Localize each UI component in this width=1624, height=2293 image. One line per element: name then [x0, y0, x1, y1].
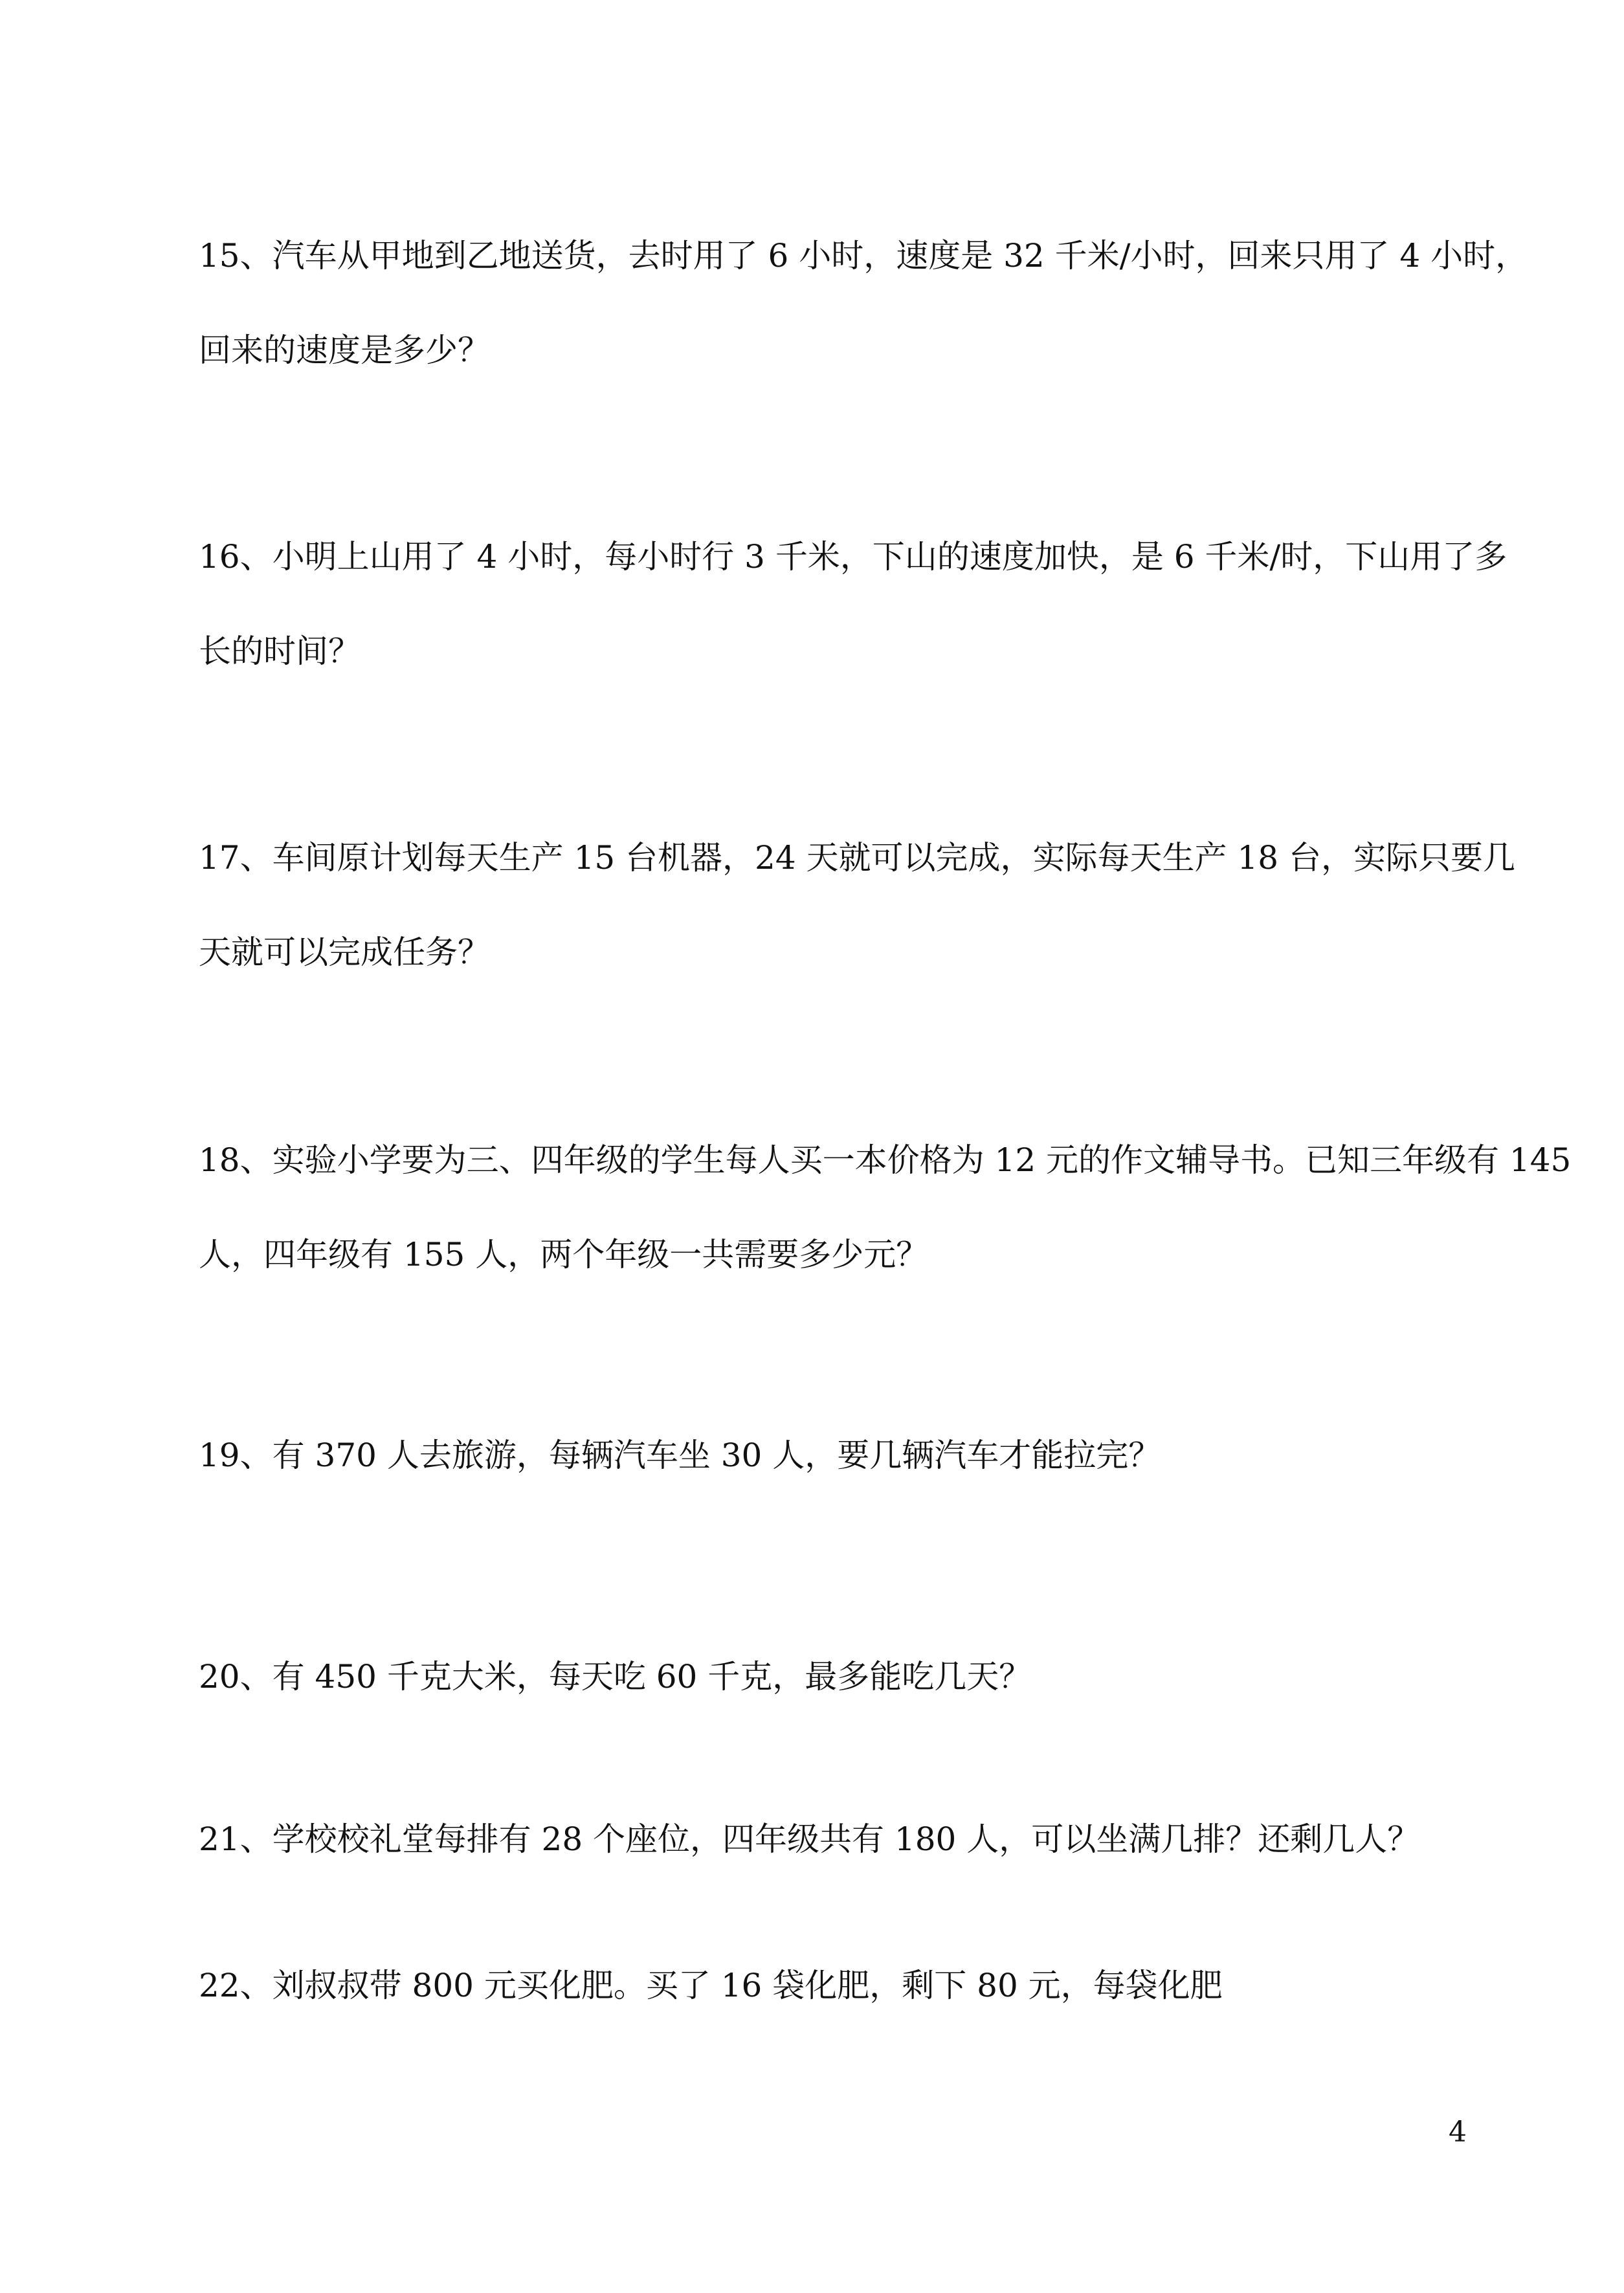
- question-19-line-1: 19、有 370 人去旅游，每辆汽车坐 30 人，要几辆汽车才能拉完？: [199, 1437, 1161, 1474]
- question-16-line-2: 长的时间？: [199, 632, 361, 670]
- question-21-line-1: 21、学校校礼堂每排有 28 个座位，四年级共有 180 人，可以坐满几排？还剩几人？: [199, 1820, 1420, 1858]
- question-17-line-1: 17、车间原计划每天生产 15 台机器，24 天就可以完成，实际每天生产 18 台，实际只要几: [199, 839, 1515, 877]
- question-15-line-1: 15、汽车从甲地到乙地送货，去时用了 6 小时，速度是 32 千米/小时，回来只用了 4 小时，: [199, 237, 1528, 274]
- question-22-line-1: 22、刘叔叔带 800 元买化肥。买了 16 袋化肥，剩下 80 元，每袋化肥: [199, 1967, 1223, 2004]
- question-16-line-1: 16、小明上山用了 4 小时，每小时行 3 千米，下山的速度加快，是 6 千米/时，下山用了多: [199, 538, 1507, 576]
- question-17-line-2: 天就可以完成任务？: [199, 934, 490, 971]
- question-20-line-1: 20、有 450 千克大米，每天吃 60 千克，最多能吃几天？: [199, 1658, 1032, 1695]
- page-number: 4: [1449, 2116, 1467, 2149]
- question-18-line-1: 18、实验小学要为三、四年级的学生每人买一本价格为 12 元的作文辅导书。已知三年级有 145: [199, 1141, 1572, 1179]
- question-18-line-2: 人，四年级有 155 人，两个年级一共需要多少元？: [199, 1236, 929, 1273]
- question-15-line-2: 回来的速度是多少？: [199, 331, 490, 369]
